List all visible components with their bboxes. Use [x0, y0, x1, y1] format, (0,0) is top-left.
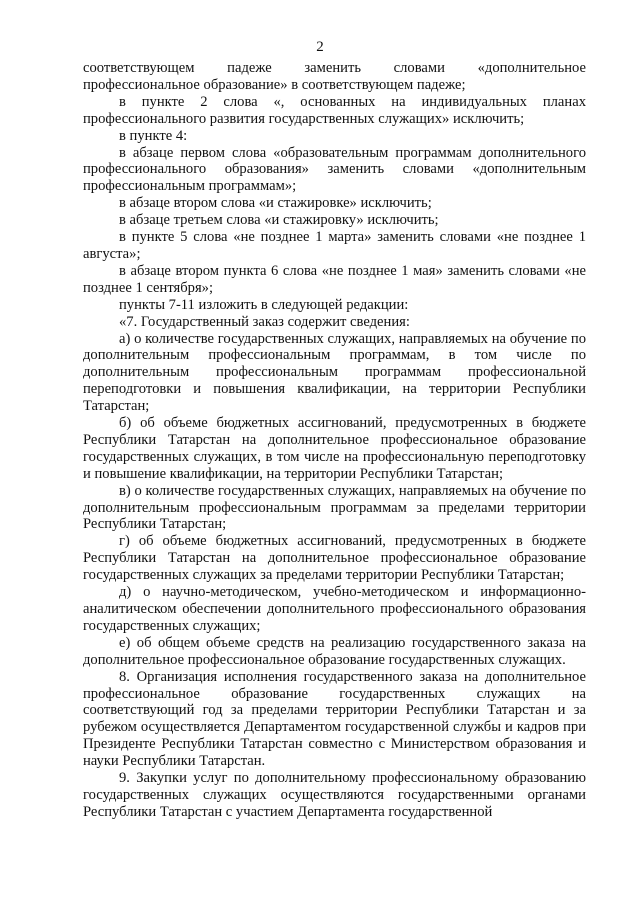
paragraph-subitem-d: д) о научно-методическом, учебно-методическом и информационно-аналитическом обеспечении дополнительного профессионального образования государственных служащих;	[83, 584, 586, 634]
paragraph-continuation: соответствующем падеже заменить словами «дополнительное профессиональное образование» в соответствующем падеже;	[83, 60, 586, 93]
paragraph-subitem-v: в) о количестве государственных служащих, направляемых на обучение по дополнительным профессиональным программам за пределами территории Республики Татарстан;	[83, 482, 586, 533]
paragraph-point-4-abzac-3: в абзаце третьем слова «и стажировку» исключить;	[119, 212, 439, 229]
paragraph-subitem-g: г) об объеме бюджетных ассигнований, предусмотренных в бюджете Республики Татарстан на дополнительное профессиональное образование государственных служащих за пределами территории Республики Татарстан;	[83, 533, 586, 584]
paragraph-item-8: 8. Организация исполнения государственного заказа на дополнительное профессиональное образование государственных служащих на соответствующий год за пределами территории Республики Татарстан и за рубежом осуществляется Департаментом государственной службы и кадров при Президенте Республики Татарстан совместно с Министерством образования и науки Республики Татарстан.	[83, 668, 586, 770]
page-number: 2	[316, 39, 324, 55]
paragraph-subitem-b: б) об объеме бюджетных ассигнований, предусмотренных в бюджете Республики Татарстан на дополнительное профессиональное образование государственных служащих, в том числе на профессиональную переподготовку и повышение квалификации, на территории Республики Татарстан;	[83, 415, 586, 482]
paragraph-point-5: в пункте 5 слова «не позднее 1 марта» заменить словами «не позднее 1 августа»;	[83, 229, 586, 262]
paragraph-subitem-e: е) об общем объеме средств на реализацию государственного заказа на дополнительное профессиональное образование государственных служащих.	[83, 634, 586, 668]
paragraph-subitem-a: а) о количестве государственных служащих, направляемых на обучение по дополнительным профессиональным программам, в том числе по дополнительным профессиональным программам профессиональной переподготовки и повышения квалификации, на территории Республики Татарстан;	[83, 330, 586, 415]
paragraph-item-9: 9. Закупки услуг по дополнительному профессиональному образованию государственных служащих осуществляются государственными органами Республики Татарстан с участием Департамента государственной	[83, 770, 586, 820]
paragraph-point-6: в абзаце втором пункта 6 слова «не позднее 1 мая» заменить словами «не позднее 1 сентября»;	[83, 262, 586, 296]
paragraph-point-4-abzac-1: в абзаце первом слова «образовательным программам дополнительного профессионального образования» заменить словами «дополнительным профессиональным программам»;	[83, 144, 586, 195]
paragraph-point-4: в пункте 4:	[119, 127, 188, 144]
paragraph-point-4-abzac-2: в абзаце втором слова «и стажировке» исключить;	[119, 195, 432, 212]
paragraph-point-2: в пункте 2 слова «, основанных на индивидуальных планах профессионального развития государственных служащих» исключить;	[83, 93, 586, 127]
paragraph-points-7-11: пункты 7-11 изложить в следующей редакции:	[119, 296, 409, 313]
document-body	[83, 60, 586, 821]
paragraph-item-7: «7. Государственный заказ содержит сведения:	[119, 313, 410, 330]
